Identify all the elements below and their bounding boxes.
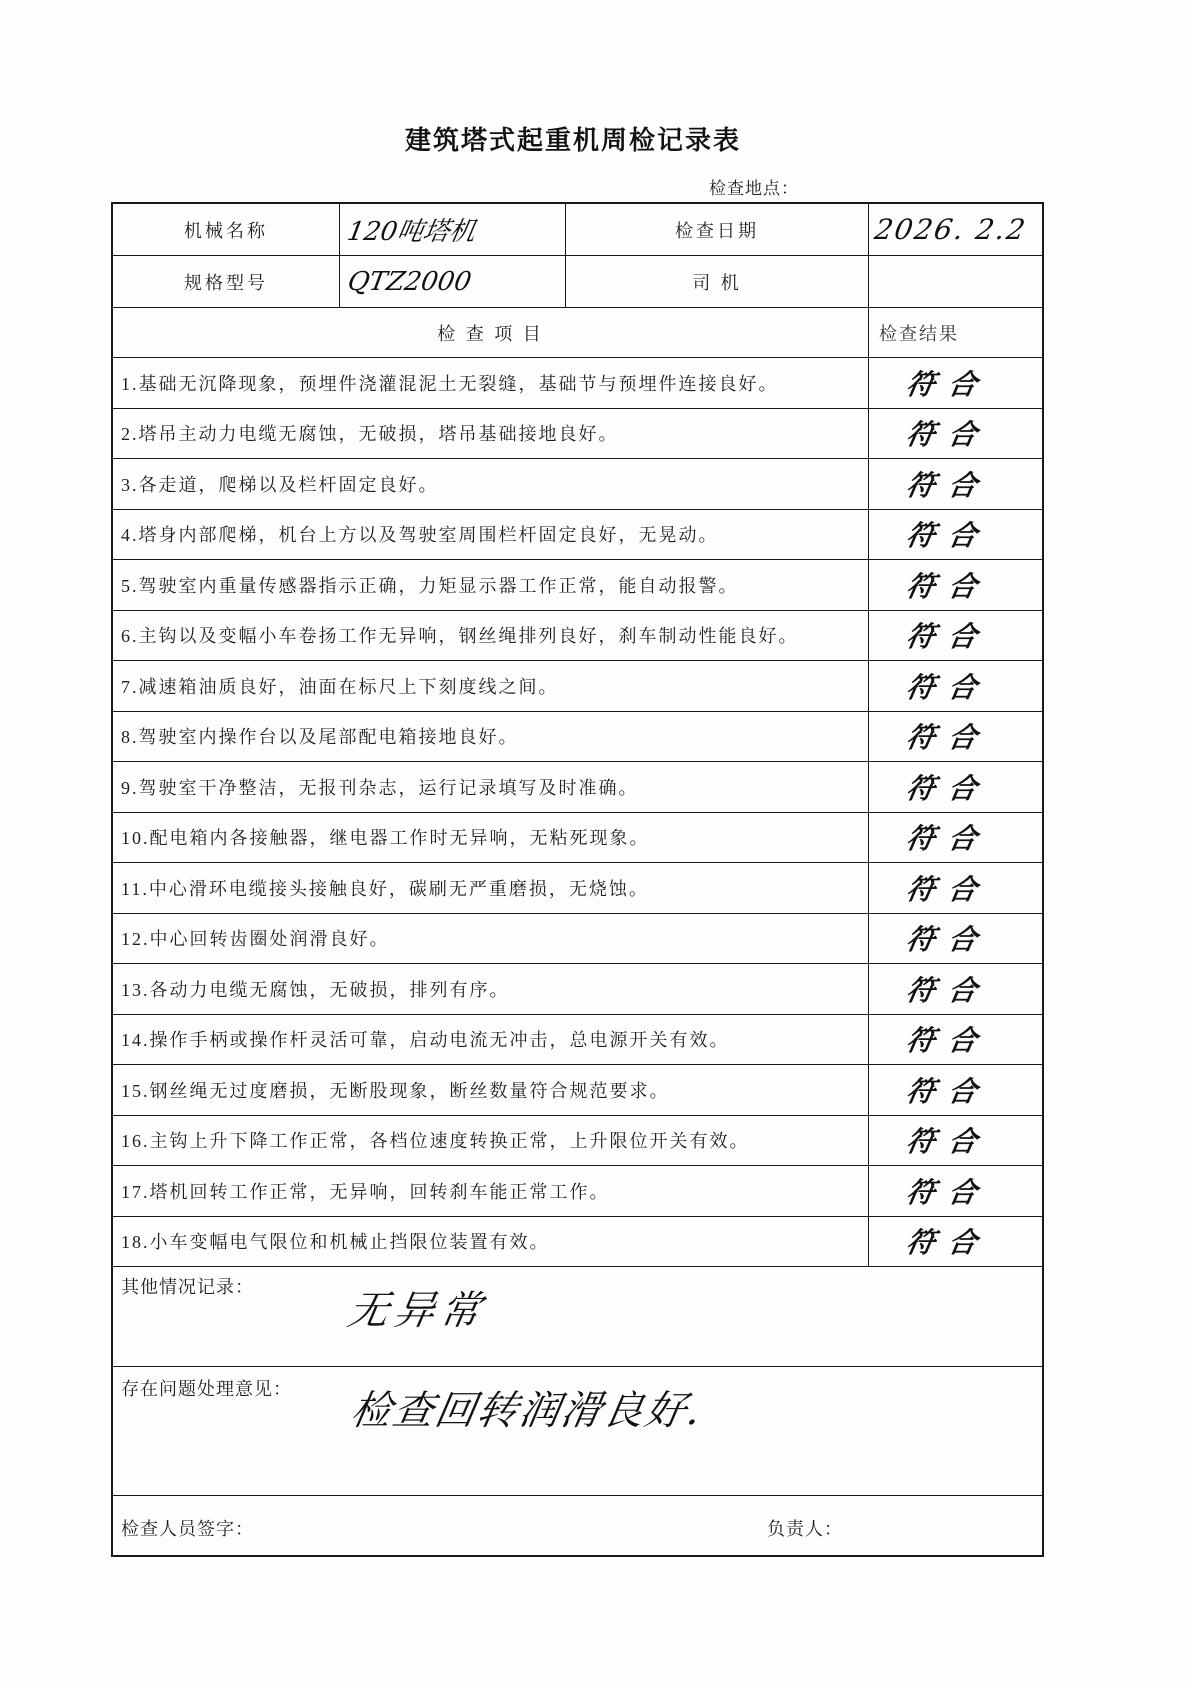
check-item-text: 7.减速箱油质良好，油面在标尺上下刻度线之间。: [121, 676, 559, 697]
check-item-result: 符合: [903, 822, 994, 856]
machine-name-row: [113, 204, 1042, 255]
check-item-row: [113, 711, 1042, 762]
check-item-result-cell: [868, 1166, 1042, 1216]
check-item-result-cell: [868, 813, 1042, 863]
model-row: [113, 255, 1042, 307]
check-item-row: [113, 1064, 1042, 1115]
check-item-result-cell: [868, 914, 1042, 964]
model-value-cell: [339, 256, 565, 307]
issue-handling-value: 检查回转润滑良好.: [347, 1388, 707, 1434]
inspection-table: [111, 202, 1044, 1557]
issue-handling-label: 存在问题处理意见：: [121, 1379, 292, 1399]
check-item-result-cell: [868, 1116, 1042, 1166]
inspection-date-value-cell: [868, 204, 1042, 255]
machine-name-value: 120吨塔机: [344, 217, 478, 247]
check-item-result-cell: [868, 964, 1042, 1014]
check-item-text: 9.驾驶室干净整洁，无报刊杂志，运行记录填写及时准确。: [121, 777, 639, 798]
check-item-text: 16.主钩上升下降工作正常，各档位速度转换正常，上升限位开关有效。: [121, 1131, 750, 1152]
model-label: 规格型号: [184, 272, 268, 293]
check-item-result-cell: [868, 1065, 1042, 1115]
check-item-text: 8.驾驶室内操作台以及尾部配电箱接地良好。: [121, 727, 519, 748]
inspection-location-label: 检查地点：: [709, 179, 799, 198]
check-item-text: 10.配电箱内各接触器，继电器工作时无异响，无粘死现象。: [121, 828, 650, 849]
check-item-result-cell: [868, 762, 1042, 812]
check-item-row: [113, 610, 1042, 661]
signature-row: [113, 1495, 1042, 1555]
check-item-row: [113, 812, 1042, 863]
check-item-result: 符合: [903, 923, 994, 957]
driver-value-cell: [868, 256, 1042, 307]
check-item-result: 符合: [903, 670, 994, 704]
check-item-text: 14.操作手柄或操作杆灵活可靠，启动电流无冲击，总电源开关有效。: [121, 1030, 730, 1051]
check-item-result-cell: [868, 863, 1042, 913]
check-item-result-cell: [868, 358, 1042, 408]
check-item-text: 5.驾驶室内重量传感器指示正确，力矩显示器工作正常，能自动报警。: [121, 575, 739, 596]
check-item-text: 13.各动力电缆无腐蚀，无破损，排列有序。: [121, 979, 510, 1000]
issue-handling-row: [113, 1366, 1042, 1495]
result-column-header: 检查结果: [868, 308, 1042, 357]
check-item-result-cell: [868, 560, 1042, 610]
check-item-result: 符合: [903, 1024, 994, 1058]
check-item-row: [113, 509, 1042, 560]
check-item-result-cell: [868, 409, 1042, 459]
driver-label: 司 机: [565, 256, 868, 307]
check-item-text: 15.钢丝绳无过度磨损，无断股现象，断丝数量符合规范要求。: [121, 1080, 670, 1101]
form-title: 建筑塔式起重机周检记录表: [404, 126, 741, 155]
check-item-text: 2.塔吊主动力电缆无腐蚀，无破损，塔吊基础接地良好。: [121, 424, 619, 445]
other-notes-cell: [113, 1267, 1042, 1366]
check-item-result: 符合: [903, 418, 994, 452]
check-item-row: [113, 913, 1042, 964]
check-item-result-cell: [868, 459, 1042, 509]
check-item-row: [113, 408, 1042, 459]
check-item-text: 3.各走道，爬梯以及栏杆固定良好。: [121, 474, 439, 495]
check-item-result: 符合: [903, 1074, 994, 1108]
check-item-result: 符合: [903, 872, 994, 906]
machine-name-label: 机械名称: [184, 220, 268, 241]
check-item-row: [113, 1165, 1042, 1216]
check-item-result: 符合: [903, 1125, 994, 1159]
inspection-date-value: 2026. 2.2: [872, 213, 1030, 246]
check-item-result: 符合: [903, 620, 994, 654]
check-item-row: [113, 357, 1042, 408]
check-item-row: [113, 660, 1042, 711]
check-item-text: 1.基础无沉降现象，预埋件浇灌混泥土无裂缝，基础节与预埋件连接良好。: [121, 373, 779, 394]
check-item-row: [113, 963, 1042, 1014]
check-item-result-cell: [868, 661, 1042, 711]
items-column-header: 检 查 项 目: [437, 323, 544, 344]
other-notes-value: 无异常: [344, 1288, 491, 1334]
check-item-result-cell: [868, 1217, 1042, 1267]
responsible-person-label: 负责人：: [767, 1519, 843, 1539]
inspection-date-label: 检查日期: [565, 204, 868, 255]
check-item-result: 符合: [903, 367, 994, 401]
check-item-row: [113, 458, 1042, 509]
check-item-result: 符合: [903, 519, 994, 553]
check-item-row: [113, 761, 1042, 812]
check-item-result-cell: [868, 510, 1042, 560]
check-item-result: 符合: [903, 973, 994, 1007]
check-item-row: [113, 559, 1042, 610]
issue-handling-cell: [113, 1367, 1042, 1495]
check-item-result: 符合: [903, 468, 994, 502]
check-item-result: 符合: [903, 771, 994, 805]
check-item-text: 6.主钩以及变幅小车卷扬工作无异响，钢丝绳排列良好，刹车制动性能良好。: [121, 626, 799, 647]
check-item-text: 17.塔机回转工作正常，无异响，回转刹车能正常工作。: [121, 1181, 610, 1202]
check-item-text: 4.塔身内部爬梯，机台上方以及驾驶室周围栏杆固定良好，无晃动。: [121, 525, 719, 546]
check-item-row: [113, 1115, 1042, 1166]
other-notes-row: [113, 1266, 1042, 1366]
check-item-result: 符合: [903, 569, 994, 603]
table-header-row: [113, 307, 1042, 357]
check-item-text: 12.中心回转齿圈处润滑良好。: [121, 929, 390, 950]
check-item-result: 符合: [903, 1226, 994, 1260]
check-item-result-cell: [868, 712, 1042, 762]
model-value: QTZ2000: [345, 266, 474, 297]
other-notes-label: 其他情况记录：: [121, 1277, 254, 1297]
check-item-row: [113, 1014, 1042, 1065]
check-item-result-cell: [868, 611, 1042, 661]
signature-cell: [113, 1496, 1042, 1555]
check-item-text: 11.中心滑环电缆接头接触良好，碳刷无严重磨损，无烧蚀。: [121, 878, 649, 899]
check-item-row: [113, 1216, 1042, 1267]
check-item-result-cell: [868, 1015, 1042, 1065]
machine-name-value-cell: [339, 204, 565, 255]
check-item-result: 符合: [903, 721, 994, 755]
check-item-row: [113, 862, 1042, 913]
check-item-result: 符合: [903, 1175, 994, 1209]
check-item-text: 18.小车变幅电气限位和机械止挡限位装置有效。: [121, 1232, 550, 1253]
inspector-signature-label: 检查人员签字：: [121, 1519, 254, 1539]
